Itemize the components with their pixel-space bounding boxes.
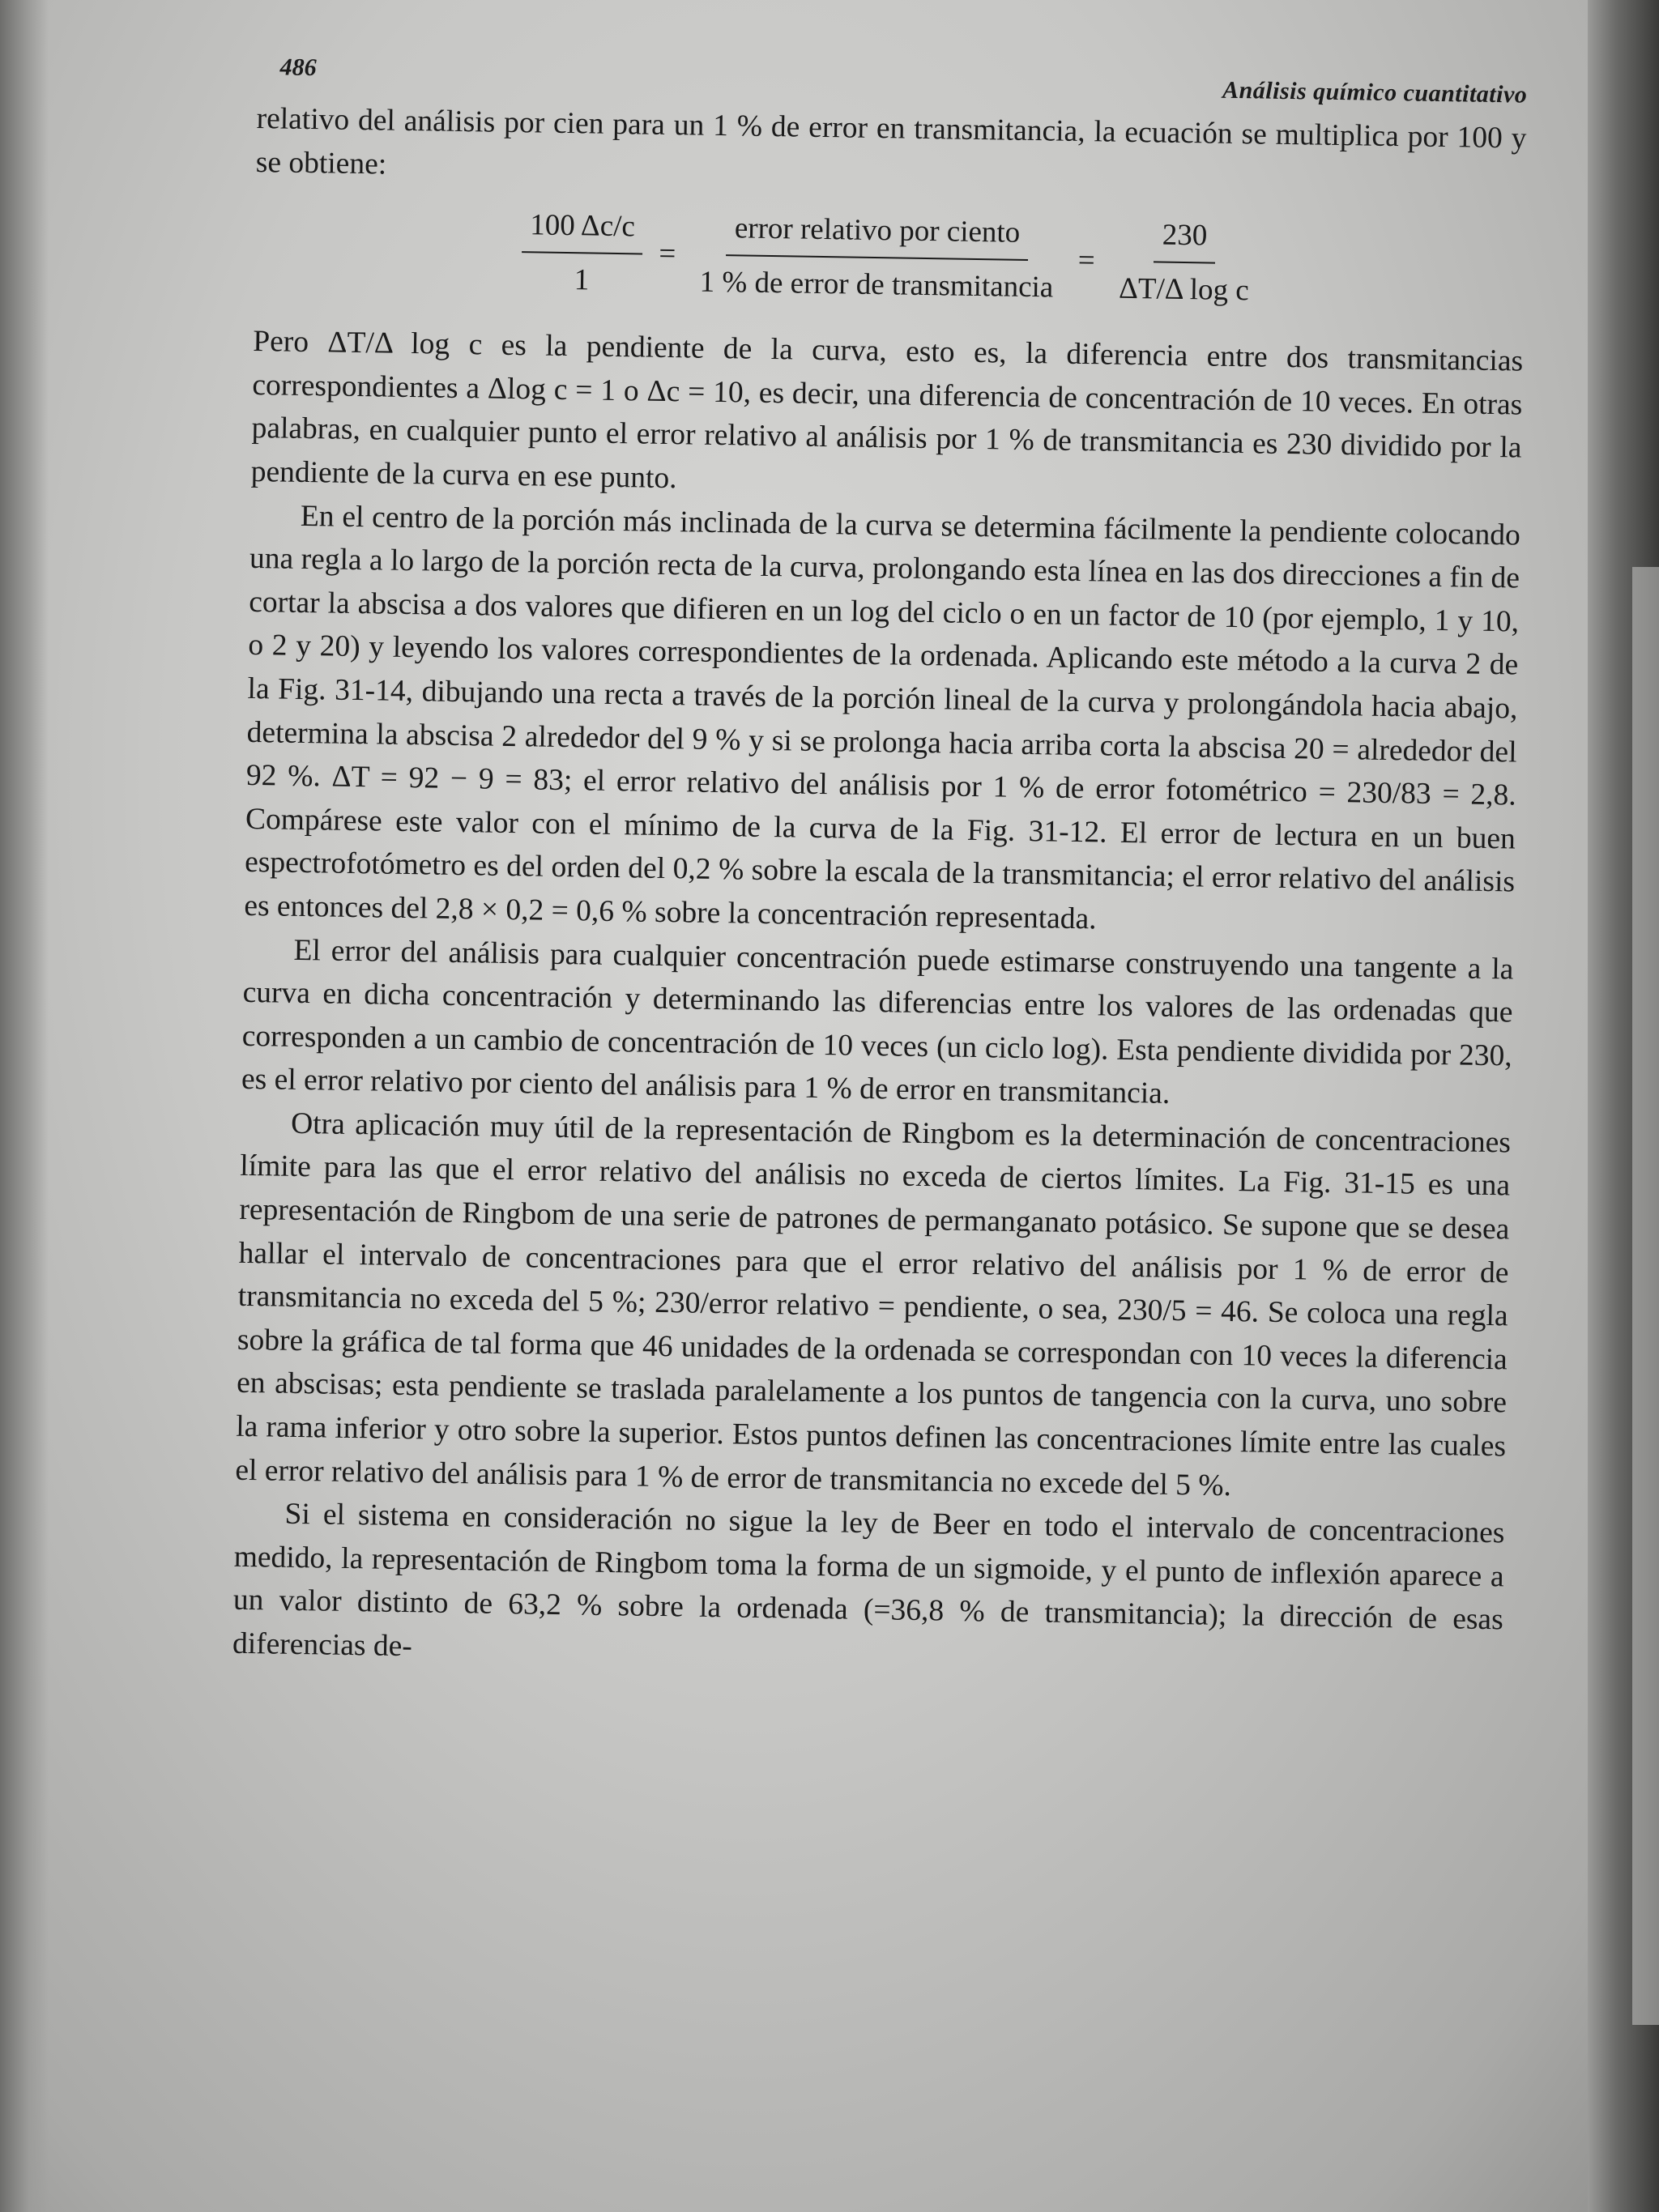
relative-error-equation xyxy=(254,187,1525,329)
page-number: 486 xyxy=(279,53,317,82)
paragraph-slope-definition: Pero ΔT/Δ log c es la pendiente de la curva, esto es, la diferencia entre dos transmitancias correspondientes a Δlog c = 1 o Δc = 10, es decir, una diferencia de concentración de 10 veces. En otras palabras, en cualquier punto el error relativo al análisis por 1 % de transmitancia es 230 dividido por la pendiente de la curva en ese punto. xyxy=(250,325,1524,496)
equation-middle-denominator: 1 % de error de transmitancia xyxy=(699,265,1054,305)
equation-lhs-numerator: 100 Δc/c xyxy=(522,203,644,255)
equation-lhs-fraction xyxy=(521,203,644,304)
intro-paragraph: relativo del análisis por cien para un 1 % de error en transmitancia, la ecuación se multiplica por 100 y se obtiene: xyxy=(255,101,1527,181)
equation-equals-sign: = xyxy=(659,237,676,271)
paragraph-limit-concentrations: Otra aplicación muy útil de la representación de Ringbom es la determinación de concentraciones límite para las que el error relativo del análisis no exceda de ciertos límites. La Fig. 31-15 es una representación de Ringbom de una serie de patrones de permanganato potásico. Se supone que se desea hallar el intervalo de concentraciones para que el error relativo del análisis por 1 % de error de transmitancia no exceda del 5 %; 230/error relativo = pendiente, o sea, 230/5 = 46. Se coloca una regla sobre la gráfica de tal forma que 46 unidades de la ordenada se correspondan con 10 veces la diferencia en abscisas; esta pendiente se traslada paralelamente a los puntos de tangencia con la curva, uno sobre la rama inferior y otro sobre la superior. Estos puntos definen las concentraciones límite entre las cuales el error relativo del análisis para 1 % de error de transmitancia no excede del 5 %. xyxy=(235,1106,1512,1502)
paragraph-tangent-estimate: El error del análisis para cualquier concentración puede estimarse construyendo una tangente a la curva en dicha concentración y determinando las diferencias entre los valores de las ordenadas que corresponden a un cambio de concentración de 10 veces (un ciclo log). Esta pendiente dividida por 230, es el error relativo por ciento del análisis para 1 % de error en transmitancia. xyxy=(241,933,1514,1111)
paragraph-sigmoid: Si el sistema en consideración no sigue la ley de Beer en todo el intervalo de concentraciones medido, la representación de Ringbom toma la forma de un sigmoide, y el punto de inflexión aparece a un valor distinto de 63,2 % sobre la ordenada (=36,8 % de transmitancia); la dirección de esas diferencias de- xyxy=(232,1497,1505,1664)
paragraph-slope-method: En el centro de la porción más inclinada de la curva se determina fácilmente la pendiente colocando una regla a lo largo de la porción recta de la curva, prolongando esta línea en las dos direcciones a fin de cortar la abscisa a dos valores que difieren en un log del ciclo o en un factor de 10 (por ejemplo, 1 y 10, o 2 y 20) y leyendo los valores correspondientes de la ordenada. Aplicando este método a la curva 2 de la Fig. 31-14, dibujando una recta a través de la porción lineal de la curva y prolongándola hacia abajo, determina la abscisa 2 alrededor del 9 % y si se prolonga hacia arriba corta la abscisa 20 = alrededor del 92 %. ΔT = 92 − 9 = 83; el error relativo del análisis por 1 % de error fotométrico = 230/83 = 2,8. Compárese este valor con el mínimo de la curva de la Fig. 31-12. El error de lectura en un buen espectrofotómetro es del orden del 0,2 % sobre la escala de la transmitancia; el error relativo del análisis es entonces del 2,8 × 0,2 = 0,6 % sobre la concentración representada. xyxy=(244,499,1521,936)
equation-rhs-denominator: ΔT/Δ log c xyxy=(1118,271,1250,308)
equation-equals-sign: = xyxy=(1077,244,1096,278)
running-title: Análisis químico cuantitativo xyxy=(1222,76,1528,109)
equation-rhs-fraction xyxy=(1111,212,1259,313)
body-text xyxy=(232,97,1527,1686)
equation-middle-numerator: error relativo por ciento xyxy=(726,207,1028,261)
equation-middle-fraction xyxy=(691,206,1062,309)
equation-lhs-denominator: 1 xyxy=(574,263,590,297)
next-page-strip xyxy=(1632,567,1659,2025)
book-spine-shadow xyxy=(0,0,49,2212)
book-page xyxy=(232,49,1528,1686)
equation-rhs-numerator: 230 xyxy=(1154,213,1215,264)
